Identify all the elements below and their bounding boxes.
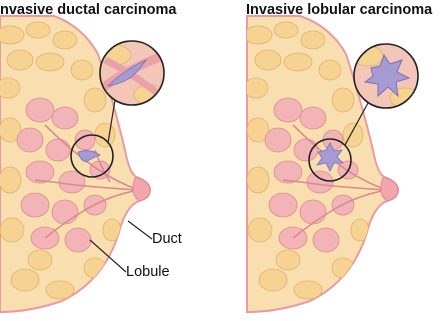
label-duct: Duct <box>152 231 182 247</box>
zoom-inset <box>99 41 166 105</box>
lobular-breast <box>244 16 420 312</box>
diagram-title-lobular: Invasive lobular carcinoma <box>246 2 433 18</box>
diagram-title-ductal: nvasive ductal carcinoma <box>0 2 177 18</box>
label-lobule: Lobule <box>126 264 170 280</box>
duct-leader-line <box>128 221 152 239</box>
zoom-inset <box>353 44 420 108</box>
